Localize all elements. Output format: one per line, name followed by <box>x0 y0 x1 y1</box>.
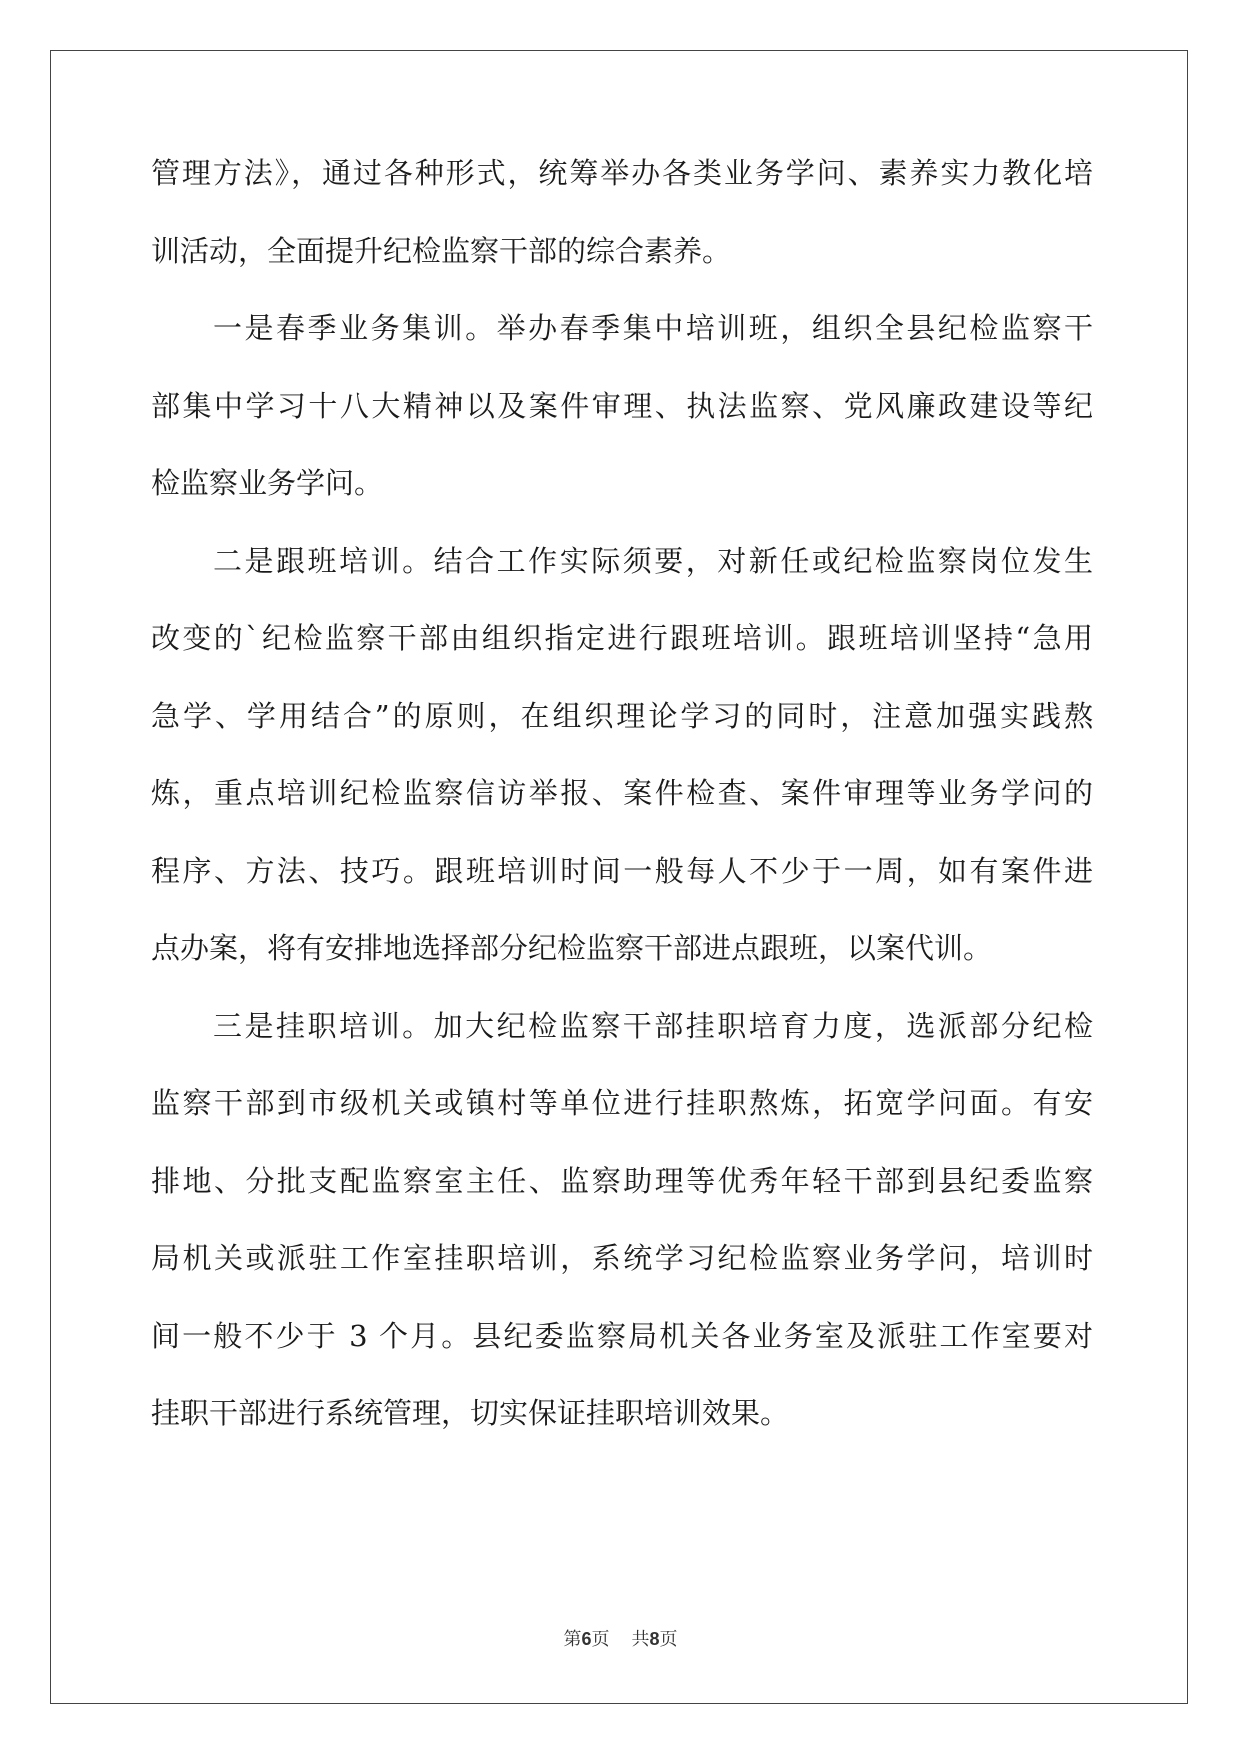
paragraph-2-line-2: 部集中学习十八大精神以及案件审理、执法监察、党风廉政建设等纪 <box>151 388 1093 423</box>
page-number-prefix: 第 <box>563 1629 582 1650</box>
total-pages-suffix: 页 <box>659 1629 678 1650</box>
current-page-number: 6 <box>581 1629 592 1649</box>
paragraph-4-line-2: 监察干部到市级机关或镇村等单位进行挂职熬炼，拓宽学问面。有安 <box>151 1086 1093 1120</box>
total-page-count: 8 <box>649 1629 660 1649</box>
paragraph-4-line-5: 间一般不少于 3 个月。县纪委监察局机关各业务室及派驻工作室要对 <box>151 1318 1093 1353</box>
paragraph-4-line-1: 三是挂职培训。加大纪检监察干部挂职培育力度，选派部分纪检 <box>213 1008 1093 1043</box>
paragraph-3-line-4: 炼，重点培训纪检监察信访举报、案件检查、案件审理等业务学问的 <box>151 776 1093 810</box>
paragraph-2-line-1: 一是春季业务集训。举办春季集中培训班，组织全县纪检监察干 <box>213 311 1093 345</box>
paragraph-3-line-1: 二是跟班培训。结合工作实际须要，对新任或纪检监察岗位发生 <box>213 543 1093 578</box>
paragraph-1-line-2: 训活动，全面提升纪检监察干部的综合素养。 <box>151 233 732 268</box>
document-body <box>151 157 1093 1475</box>
paragraph-4-line-3: 排地、分批支配监察室主任、监察助理等优秀年轻干部到县纪委监察 <box>151 1163 1093 1198</box>
paragraph-1-line-1: 管理方法》，通过各种形式，统筹举办各类业务学问、素养实力教化培 <box>151 156 1093 190</box>
paragraph-3-line-6: 点办案，将有安排地选择部分纪检监察干部进点跟班，以案代训。 <box>151 931 993 965</box>
paragraph-3-line-3: 急学、学用结合”的原则，在组织理论学习的同时，注意加强实践熬 <box>151 698 1093 733</box>
total-pages-prefix: 共 <box>631 1629 650 1650</box>
page-number-suffix: 页 <box>591 1629 610 1650</box>
paragraph-4-line-4: 局机关或派驻工作室挂职培训，系统学习纪检监察业务学问，培训时 <box>151 1241 1093 1275</box>
paragraph-4-line-6: 挂职干部进行系统管理，切实保证挂职培训效果。 <box>151 1396 790 1430</box>
paragraph-3-line-5: 程序、方法、技巧。跟班培训时间一般每人不少于一周，如有案件进 <box>151 853 1093 888</box>
paragraph-3-line-2: 改变的`纪检监察干部由组织指定进行跟班培训。跟班培训坚持“急用 <box>151 621 1093 655</box>
paragraph-2-line-3: 检监察业务学问。 <box>151 466 384 500</box>
page-footer <box>0 1628 1241 1651</box>
